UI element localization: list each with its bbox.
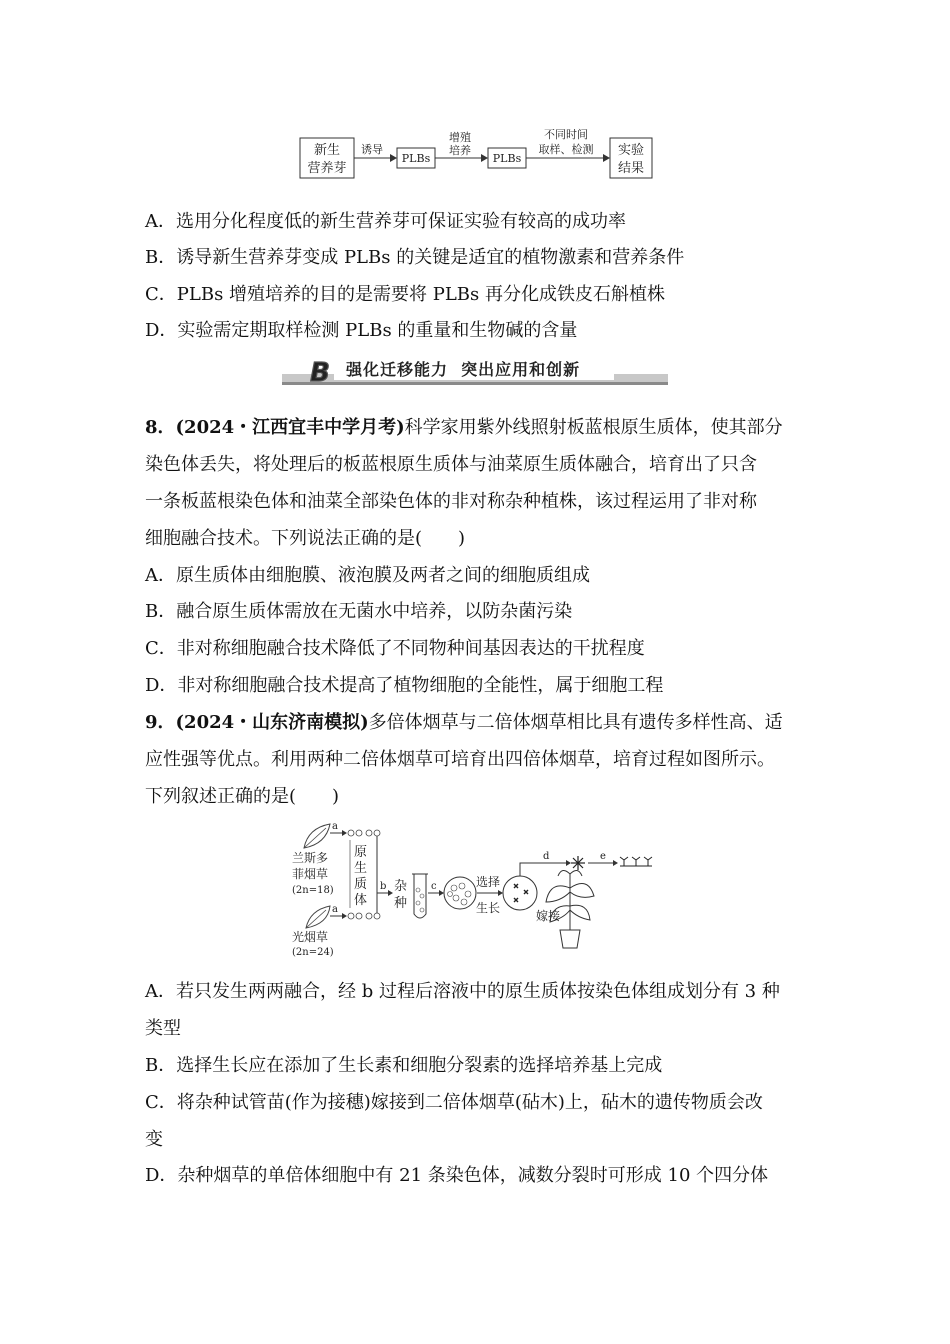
q8-source: (2024・江西宜丰中学月考) [175,417,405,438]
q8-option-a: A．原生质体由细胞膜、液泡膜及两者之间的细胞质组成 [145,565,590,586]
flow-box-plbs-1-label: PLBs [401,152,431,165]
label-e: e [600,851,606,862]
q8-stem-line-3: 一条板蓝根染色体和油菜全部染色体的非对称杂种植株，该过程运用了非对称 [145,491,757,512]
plant1-chromosome: (2n=18) [292,885,334,896]
q7-option-d: D．实验需定期取样检测 PLBs 的重量和生物碱的含量 [145,320,578,341]
q9-option-c-line-1: C．将杂种试管苗(作为接穗)嫁接到二倍体烟草(砧木)上，砧木的遗传物质会改 [145,1092,763,1113]
protoplast-bottom-icon [348,913,380,919]
q8-stem-line-2: 染色体丢失，将处理后的板蓝根原生质体与油菜原生质体融合，培育出了只含 [145,454,757,475]
q8-option-b: B．融合原生质体需放在无菌水中培养，以防杂菌污染 [145,601,573,622]
flow-box-plbs-2-label: PLBs [492,152,522,165]
q8-stem-line-1 [145,416,783,440]
plant2-name-l2: (2n=24) [292,947,334,958]
flow-box-bud-l2: 营养芽 [307,161,347,176]
plant1-name-l1: 兰斯多 [292,851,329,865]
section-banner [282,356,670,390]
q7-option-b: B．诱导新生营养芽变成 PLBs 的关键是适宜的植物激素和营养条件 [145,247,685,268]
flow-box-result-l2: 结果 [617,161,645,176]
label-d: d [543,851,550,862]
label-a-bottom: a [332,904,338,915]
hybrid-char-2: 种 [394,896,408,911]
q8-stem-text-1: 科学家用紫外线照射板蓝根原生质体，使其部分 [404,417,783,438]
section-banner-letter-icon: B [310,358,330,388]
select-growth-l2: 生长 [476,901,501,915]
section-banner-title: 强化迁移能力 突出应用和创新 [346,360,581,379]
test-tube-icon [412,874,428,918]
select-growth-l1: 选择 [476,875,501,889]
flow-box-result-l1: 实验 [617,143,645,158]
q9-option-c-line-2: 变 [145,1129,163,1150]
protoplast-top-icon [348,830,380,836]
flow-diagram [290,124,662,184]
q9-stem-line-2: 应性强等优点。利用两种二倍体烟草可培育出四倍体烟草，培育过程如图所示。 [145,749,775,770]
q9-stem-line-1 [145,711,783,735]
protoplast-char-3: 质 [354,877,368,892]
q9-option-a-line-2: 类型 [145,1018,181,1039]
q7-option-c: C．PLBs 增殖培养的目的是需要将 PLBs 再分化成铁皮石斛植株 [145,284,665,305]
q8-option-d: D．非对称细胞融合技术提高了植物细胞的全能性，属于细胞工程 [145,675,664,696]
plant2-name-l1: 光烟草 [292,930,329,944]
tobacco-leaf-2-icon [306,906,330,928]
protoplast-char-1: 原 [354,845,368,860]
flow-arrow-induce: 诱导 [361,143,383,156]
petri-dish-icon [444,877,476,909]
flow-arrow-sample-l1: 不同时间 [544,128,588,141]
q7-option-a: A．选用分化程度低的新生营养芽可保证实验有较高的成功率 [145,211,626,232]
flow-arrow-proliferate-l2: 培养 [449,144,471,157]
tobacco-breeding-figure [288,818,666,960]
flow-box-bud-l1: 新生 [313,143,341,158]
q8-stem-line-4: 细胞融合技术。下列说法正确的是( ) [145,528,466,549]
q9-option-d: D．杂种烟草的单倍体细胞中有 21 条染色体，减数分裂时可形成 10 个四分体 [145,1165,769,1186]
label-a-top: a [332,821,338,832]
seedling-icon [571,856,585,870]
q9-number: 9． [145,712,176,733]
label-c: c [431,881,437,892]
flow-arrow-proliferate-l1: 增殖 [449,131,471,144]
q9-stem-text-1: 多倍体烟草与二倍体烟草相比具有遗传多样性高、适 [368,712,783,733]
callus-dish-icon [503,876,537,910]
plant1-name-l2: 菲烟草 [292,867,329,881]
hybrid-char-1: 杂 [394,879,408,894]
q9-source: (2024・山东济南模拟) [175,712,369,733]
q9-stem-line-3: 下列叙述正确的是( ) [145,786,340,807]
label-b: b [380,881,387,892]
graft-label: 嫁接 [536,909,561,923]
q9-option-b: B．选择生长应在添加了生长素和细胞分裂素的选择培养基上完成 [145,1055,663,1076]
tobacco-leaf-1-icon [304,824,330,848]
protoplast-char-2: 生 [354,861,368,876]
flow-arrow-sample-l2: 取样、检测 [538,143,594,156]
q9-option-a-line-1: A．若只发生两两融合，经 b 过程后溶液中的原生质体按染色体组成划分有 3 种 [145,981,780,1002]
protoplast-char-4: 体 [354,893,368,908]
q8-option-c: C．非对称细胞融合技术降低了不同物种间基因表达的干扰程度 [145,638,645,659]
q8-number: 8． [145,417,176,438]
plantlets-icon [620,857,652,866]
